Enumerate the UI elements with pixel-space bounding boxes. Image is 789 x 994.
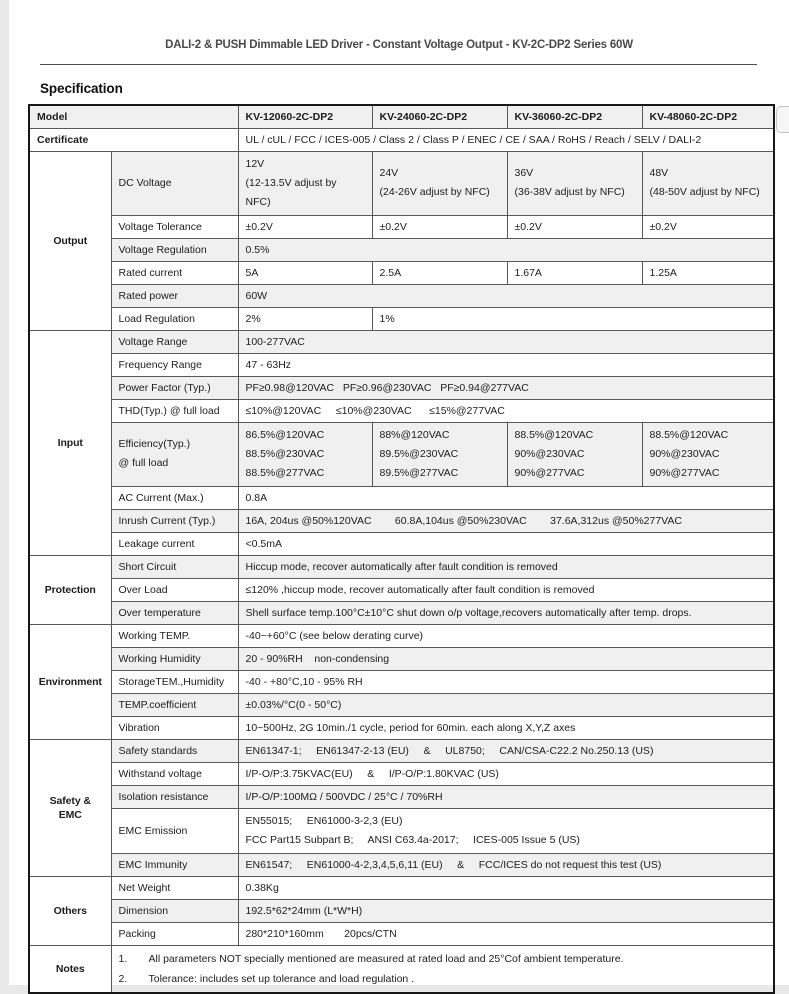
table-row (29, 555, 774, 578)
model-name-cell: KV-48060-2C-DP2 (642, 105, 774, 128)
cell-line: 12V (245, 157, 265, 170)
value-cell: EN61347-1; EN61347-2-13 (EU) & UL8750; CAN/CSA-C22.2 No.250.13 (US) (238, 739, 774, 762)
value-cell: 0.8A (238, 486, 774, 509)
table-row (29, 151, 774, 215)
param-label-cell: Over temperature (111, 601, 238, 624)
group-cell: Safety & EMC (29, 739, 111, 876)
value-cell: I/P-O/P:100MΩ / 500VDC / 25°C / 70%RH (238, 785, 774, 808)
cell-line: 90%@277VAC (649, 466, 720, 479)
group-cell: Output (29, 151, 111, 330)
value-cell: EN61547; EN61000-4-2,3,4,5,6,11 (EU) & FCC/ICES do not request this test (US) (238, 853, 774, 876)
cell-line: 24V (379, 167, 399, 179)
table-row (29, 284, 774, 307)
value-cell: 20 - 90%RH non-condensing (238, 647, 774, 670)
table-row (29, 670, 774, 693)
cell-line: 88.5%@120VAC (514, 428, 594, 441)
note-number: 1. (118, 952, 128, 965)
param-label-cell: Withstand voltage (111, 762, 238, 785)
cell-line: FCC Part15 Subpart B; ANSI C63.4a-2017; ICES-005 Issue 5 (US) (245, 833, 580, 846)
model-label-cell: Model (29, 105, 238, 128)
cell-line: (48-50V adjust by NFC) (649, 186, 760, 198)
param-label-cell: EMC Emission (111, 808, 238, 853)
value-cell: 5A (238, 261, 372, 284)
table-row (29, 808, 774, 853)
value-cell (507, 422, 642, 486)
certificate-label-cell: Certificate (29, 128, 238, 151)
table-row (29, 486, 774, 509)
param-label-cell: Power Factor (Typ.) (111, 376, 238, 399)
value-cell: 280*210*160mm 20pcs/CTN (238, 922, 774, 945)
param-label-cell: Inrush Current (Typ.) (111, 509, 238, 532)
value-cell: ±0.2V (238, 215, 372, 238)
cell-line: 88.5%@277VAC (245, 466, 325, 479)
table-row (29, 330, 774, 353)
cell-line: (12-13.5V adjust by NFC) (245, 176, 340, 208)
table-row (29, 693, 774, 716)
cell-line: (24-26V adjust by NFC) (379, 186, 490, 198)
param-label-cell: EMC Immunity (111, 853, 238, 876)
group-cell: Protection (29, 555, 111, 624)
cell-line: 90%@230VAC (514, 447, 585, 460)
table-row (29, 215, 774, 238)
table-row (29, 307, 774, 330)
datasheet-page (9, 0, 789, 985)
value-cell (111, 945, 774, 993)
value-cell: 1.67A (507, 261, 642, 284)
note-number: 2. (118, 972, 128, 985)
value-cell: 1% (372, 307, 774, 330)
table-row (29, 899, 774, 922)
param-label-cell: Vibration (111, 716, 238, 739)
value-cell: Hiccup mode, recover automatically after fault condition is removed (238, 555, 774, 578)
specification-table (28, 104, 775, 994)
value-cell: 1.25A (642, 261, 774, 284)
param-label-cell: Isolation resistance (111, 785, 238, 808)
table-row (29, 922, 774, 945)
param-label-cell: Frequency Range (111, 353, 238, 376)
param-label-cell: Packing (111, 922, 238, 945)
table-row (29, 238, 774, 261)
param-label-cell: AC Current (Max.) (111, 486, 238, 509)
param-label-cell: Working Humidity (111, 647, 238, 670)
note-text: Tolerance: includes set up tolerance and load regulation . (148, 972, 415, 985)
table-row (29, 647, 774, 670)
param-label-cell: Over Load (111, 578, 238, 601)
cell-line: 48V (649, 167, 669, 179)
value-cell: 60W (238, 284, 774, 307)
table-row (29, 853, 774, 876)
param-label-cell: Rated power (111, 284, 238, 307)
value-cell (238, 422, 372, 486)
param-label-cell: Short Circuit (111, 555, 238, 578)
table-row (29, 945, 774, 993)
param-label-cell: Leakage current (111, 532, 238, 555)
value-cell: 192.5*62*24mm (L*W*H) (238, 899, 774, 922)
table-row (29, 353, 774, 376)
value-cell: 2% (238, 307, 372, 330)
value-cell: ±0.2V (642, 215, 774, 238)
cell-line: 88.5%@120VAC (649, 428, 729, 441)
cell-line: 89.5%@230VAC (379, 447, 459, 460)
value-cell: 2.5A (372, 261, 507, 284)
cell-line: 90%@230VAC (649, 447, 720, 460)
note-text: All parameters NOT specially mentioned are measured at rated load and 25°Cof ambient temperature. (148, 952, 624, 965)
table-row (29, 601, 774, 624)
param-label-cell: Voltage Range (111, 330, 238, 353)
cell-line: EN55015; EN61000-3-2,3 (EU) (245, 814, 403, 827)
value-cell: 47 - 63Hz (238, 353, 774, 376)
table-row (29, 261, 774, 284)
group-cell: Input (29, 330, 111, 555)
doc-title: DALI-2 & PUSH Dimmable LED Driver - Constant Voltage Output - KV-2C-DP2 Series 60W (165, 39, 633, 51)
param-label-cell: DC Voltage (111, 151, 238, 215)
value-cell (507, 151, 642, 215)
table-row (29, 785, 774, 808)
value-cell: 100-277VAC (238, 330, 774, 353)
value-cell (372, 151, 507, 215)
value-cell: 0.5% (238, 238, 774, 261)
table-row (29, 716, 774, 739)
value-cell: ±0.2V (372, 215, 507, 238)
spec-heading: Specification (40, 81, 123, 96)
note-line (119, 949, 767, 969)
value-cell: ≤10%@120VAC ≤10%@230VAC ≤15%@277VAC (238, 399, 774, 422)
param-label-cell: Net Weight (111, 876, 238, 899)
model-name-cell: KV-24060-2C-DP2 (372, 105, 507, 128)
value-cell (642, 422, 774, 486)
value-cell (642, 151, 774, 215)
value-cell: 10~500Hz, 2G 10min./1 cycle, period for 60min. each along X,Y,Z axes (238, 716, 774, 739)
table-row (29, 422, 774, 486)
value-cell: 0.38Kg (238, 876, 774, 899)
group-cell: Notes (29, 945, 111, 993)
table-row (29, 532, 774, 555)
value-cell: Shell surface temp.100°C±10°C shut down o/p voltage,recovers automatically after temp. drops. (238, 601, 774, 624)
value-cell: <0.5mA (238, 532, 774, 555)
param-label-cell: Voltage Regulation (111, 238, 238, 261)
value-cell: -40 - +80°C,10 - 95% RH (238, 670, 774, 693)
param-label-cell: Load Regulation (111, 307, 238, 330)
table-row (29, 509, 774, 532)
cell-line: 88.5%@230VAC (245, 447, 325, 460)
table-row (29, 624, 774, 647)
cell-line: @ full load (118, 457, 169, 469)
note-line (119, 969, 767, 989)
value-cell: ±0.2V (507, 215, 642, 238)
title-divider (40, 64, 757, 65)
value-cell: ±0.03%/°C(0 - 50°C) (238, 693, 774, 716)
group-cell: Others (29, 876, 111, 945)
param-label-cell: Dimension (111, 899, 238, 922)
table-row (29, 578, 774, 601)
cell-line: 36V (514, 167, 534, 179)
table-row (29, 739, 774, 762)
param-label-cell: Working TEMP. (111, 624, 238, 647)
value-cell: ≤120% ,hiccup mode, recover automatically after fault condition is removed (238, 578, 774, 601)
certificate-value-cell: UL / cUL / FCC / ICES-005 / Class 2 / Class P / ENEC / CE / SAA / RoHS / Reach / SELV / DALI-2 (238, 128, 774, 151)
param-label-cell: Voltage Tolerance (111, 215, 238, 238)
value-cell: I/P-O/P:3.75KVAC(EU) & I/P-O/P:1.80KVAC (US) (238, 762, 774, 785)
value-cell: -40~+60°C (see below derating curve) (238, 624, 774, 647)
table-row (29, 876, 774, 899)
table-row (29, 762, 774, 785)
cell-line: (36-38V adjust by NFC) (514, 186, 625, 198)
cell-line: 86.5%@120VAC (245, 428, 325, 441)
table-row (29, 399, 774, 422)
value-cell (238, 808, 774, 853)
model-name-cell: KV-36060-2C-DP2 (507, 105, 642, 128)
param-label-cell: TEMP.coefficient (111, 693, 238, 716)
param-label-cell: THD(Typ.) @ full load (111, 399, 238, 422)
value-cell: 16A, 204us @50%120VAC 60.8A,104us @50%230VAC 37.6A,312us @50%277VAC (238, 509, 774, 532)
cell-line: 90%@277VAC (514, 466, 585, 479)
model-name-cell: KV-12060-2C-DP2 (238, 105, 372, 128)
value-cell (372, 422, 507, 486)
param-label-cell: Safety standards (111, 739, 238, 762)
param-label-cell: StorageTEM.,Humidity (111, 670, 238, 693)
param-label-cell (111, 422, 238, 486)
certificate-row (29, 128, 774, 151)
cell-line: 88%@120VAC (379, 428, 450, 441)
cell-line: Efficiency(Typ.) (118, 438, 191, 450)
cell-line: 89.5%@277VAC (379, 466, 459, 479)
group-cell: Environment (29, 624, 111, 739)
value-cell: PF≥0.98@120VAC PF≥0.96@230VAC PF≥0.94@277VAC (238, 376, 774, 399)
scrollbar-thumb[interactable] (776, 106, 789, 133)
table-row (29, 376, 774, 399)
value-cell (238, 151, 372, 215)
model-header-row (29, 105, 774, 128)
param-label-cell: Rated current (111, 261, 238, 284)
